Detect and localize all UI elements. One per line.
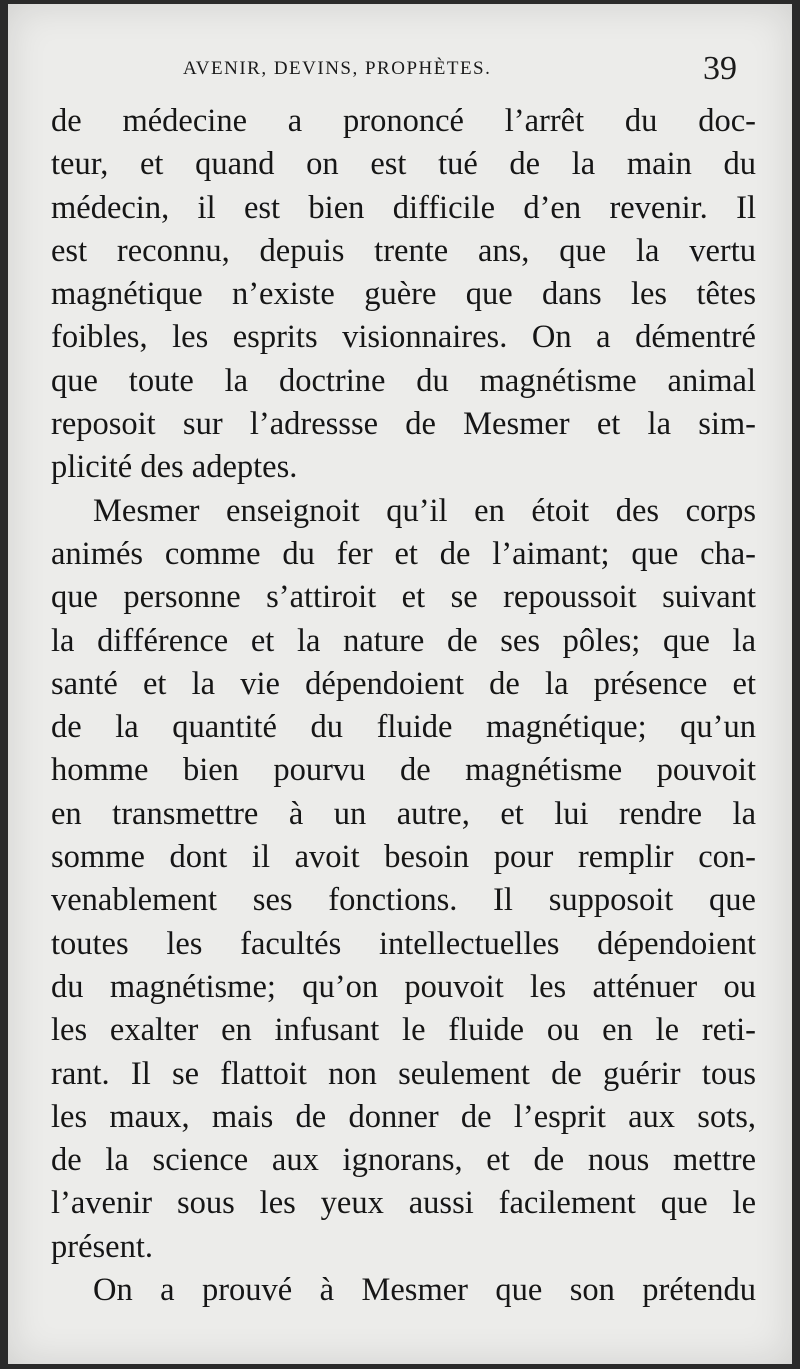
text-line: du magnétisme; qu’on pouvoit les atténuer ou: [51, 968, 756, 1005]
text-line: la différence et la nature de ses pôles; que la: [51, 622, 756, 659]
page-header: [8, 50, 792, 94]
text-line: plicité des adeptes.: [51, 449, 298, 486]
text-line: que toute la doctrine du magnétisme animal: [51, 362, 756, 399]
text-line: médecin, il est bien difficile d’en revenir. Il: [51, 189, 756, 226]
text-line: magnétique n’existe guère que dans les têtes: [51, 276, 756, 313]
page-number: 39: [703, 50, 737, 87]
text-line: teur, et quand on est tué de la main du: [51, 146, 756, 183]
text-line: reposoit sur l’adressse de Mesmer et la sim-: [51, 406, 756, 443]
text-line: en transmettre à un autre, et lui rendre la: [51, 795, 756, 832]
text-line: de la science aux ignorans, et de nous mettre: [51, 1142, 756, 1179]
text-line: de la quantité du fluide magnétique; qu’un: [51, 709, 756, 746]
text-line: venablement ses fonctions. Il supposoit que: [51, 882, 756, 919]
text-line: de médecine a prononcé l’arrêt du doc-: [51, 103, 756, 139]
text-line: que personne s’attiroit et se repoussoit suivant: [51, 579, 756, 616]
body-text: [51, 100, 756, 1312]
text-line: l’avenir sous les yeux aussi facilement que le: [51, 1185, 756, 1222]
text-line: On a prouvé à Mesmer que son prétendu: [93, 1272, 756, 1309]
text-line: rant. Il se flattoit non seulement de guérir tous: [51, 1055, 756, 1092]
text-line: est reconnu, depuis trente ans, que la vertu: [51, 232, 756, 269]
text-line: les exalter en infusant le fluide ou en le reti-: [51, 1012, 756, 1049]
book-page: [8, 4, 792, 1364]
text-line: somme dont il avoit besoin pour remplir con-: [51, 839, 756, 876]
text-line: foibles, les esprits visionnaires. On a démentré: [51, 319, 756, 356]
text-line: les maux, mais de donner de l’esprit aux sots,: [51, 1098, 756, 1135]
text-line: toutes les facultés intellectuelles dépendoient: [51, 925, 756, 962]
text-line: présent.: [51, 1228, 153, 1265]
running-head: AVENIR, DEVINS, PROPHÈTES.: [183, 58, 492, 79]
text-line: animés comme du fer et de l’aimant; que cha-: [51, 535, 756, 572]
text-line: homme bien pourvu de magnétisme pouvoit: [51, 752, 756, 789]
text-line: santé et la vie dépendoient de la présence et: [51, 665, 756, 702]
text-line: Mesmer enseignoit qu’il en étoit des corps: [93, 492, 756, 529]
